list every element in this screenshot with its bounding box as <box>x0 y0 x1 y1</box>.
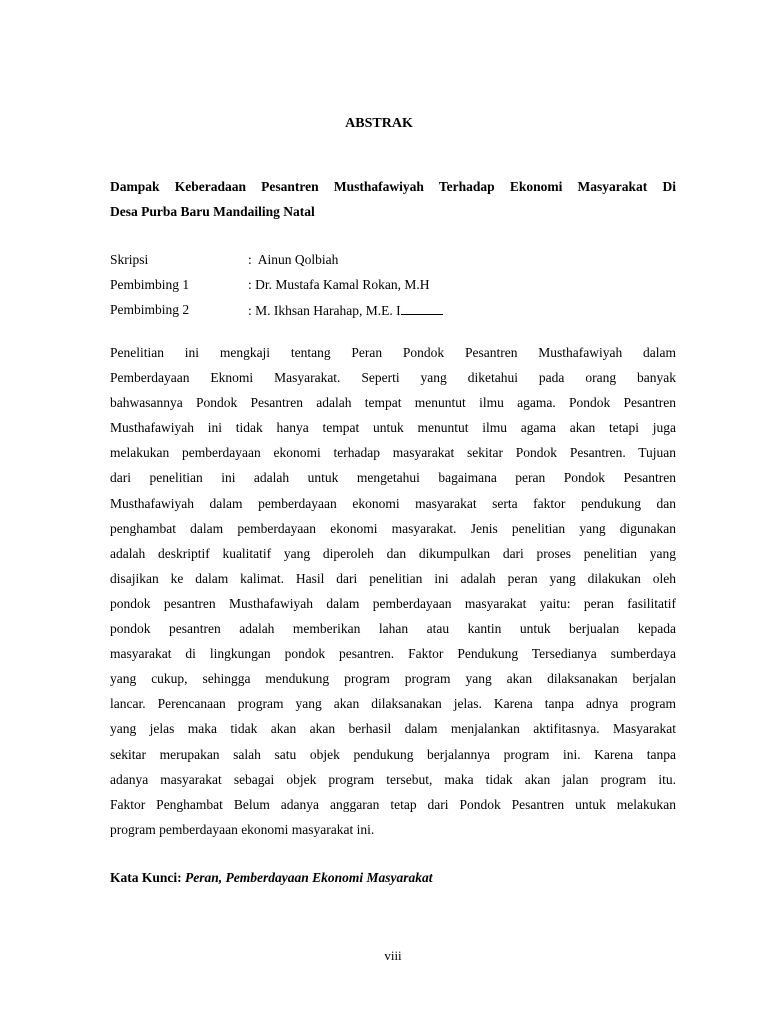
abstract-line: dari penelitian ini adalah untuk mengetahui bagaimana peran Pondok Pesantren <box>110 470 676 486</box>
meta-value: : Dr. Mustafa Kamal Rokan, M.H <box>248 277 430 292</box>
meta-label: Skripsi <box>110 252 149 267</box>
keywords-label: Kata Kunci: <box>110 870 182 885</box>
abstract-line: disajikan ke dalam kalimat. Hasil dari penelitian ini adalah peran yang dilakukan oleh <box>110 570 676 586</box>
abstract-line: sekitar merupakan salah satu objek pendukung berjalannya program ini. Karena tanpa <box>110 746 676 762</box>
abstract-line: adanya masyarakat sebagai objek program tersebut, maka tidak akan jalan program itu. <box>110 771 676 787</box>
abstract-line: adalah deskriptif kualitatif yang diperoleh dan dikumpulkan dari proses penelitian yang <box>110 545 676 561</box>
keywords-value: Peran, Pemberdayaan Ekonomi Masyarakat <box>185 870 433 885</box>
abstract-line: pondok pesantren Musthafawiyah dalam pemberdayaan masyarakat yaitu: peran fasilitatif <box>110 595 676 611</box>
abstract-line: masyarakat di lingkungan pondok pesantren. Faktor Pendukung Tersedianya sumberdaya <box>110 646 676 662</box>
meta-value: : Ainun Qolbiah <box>248 252 339 267</box>
meta-value-with-blank <box>248 302 443 319</box>
meta-row-pembimbing-1 <box>110 277 676 297</box>
meta-value-text: : M. Ikhsan Harahap, M.E. I <box>248 303 401 318</box>
abstract-line: Pemberdayaan Eknomi Masyarakat. Seperti yang diketahui pada orang banyak <box>110 370 676 386</box>
abstract-line: Musthafawiyah ini tidak hanya tempat untuk menuntut ilmu agama akan tetapi juga <box>110 420 676 436</box>
abstract-line: program pemberdayaan ekonomi masyarakat ini. <box>110 821 375 837</box>
abstract-line: Penelitian ini mengkaji tentang Peran Pondok Pesantren Musthafawiyah dalam <box>110 345 676 360</box>
meta-label: Pembimbing 1 <box>110 277 190 292</box>
abstract-heading: ABSTRAK <box>345 116 413 131</box>
meta-label: Pembimbing 2 <box>110 302 190 317</box>
thesis-title-line: Dampak Keberadaan Pesantren Musthafawiyah Terhadap Ekonomi Masyarakat Di <box>110 179 676 194</box>
underline-blank <box>401 302 443 315</box>
abstract-line: yang cukup, sehingga mendukung program program yang akan dilaksanakan berjalan <box>110 671 676 687</box>
abstract-line: Musthafawiyah dalam pemberdayaan ekonomi masyarakat serta faktor pendukung dan <box>110 495 676 511</box>
page-number: viii <box>384 948 402 963</box>
abstract-line: yang jelas maka tidak akan akan berhasil dalam menjalankan aktifitasnya. Masyarakat <box>110 721 676 737</box>
abstract-line: melakukan pemberdayaan ekonomi terhadap masyarakat sekitar Pondok Pesantren. Tujuan <box>110 445 676 461</box>
thesis-title-line: Desa Purba Baru Mandailing Natal <box>110 204 315 219</box>
meta-row-skripsi <box>110 252 676 272</box>
abstract-line: penghambat dalam pemberdayaan ekonomi masyarakat. Jenis penelitian yang digunakan <box>110 520 676 536</box>
abstract-line: lancar. Perencanaan program yang akan dilaksanakan jelas. Karena tanpa adnya program <box>110 696 676 712</box>
meta-row-pembimbing-2 <box>110 302 676 322</box>
abstract-line: pondok pesantren adalah memberikan lahan atau kantin untuk berjualan kepada <box>110 621 676 637</box>
keywords <box>110 870 433 886</box>
abstract-body <box>110 340 676 842</box>
abstract-line: bahwasannya Pondok Pesantren adalah tempat menuntut ilmu agama. Pondok Pesantren <box>110 395 676 411</box>
thesis-title <box>110 174 676 224</box>
abstract-line: Faktor Penghambat Belum adanya anggaran tetap dari Pondok Pesantren untuk melakukan <box>110 796 676 812</box>
